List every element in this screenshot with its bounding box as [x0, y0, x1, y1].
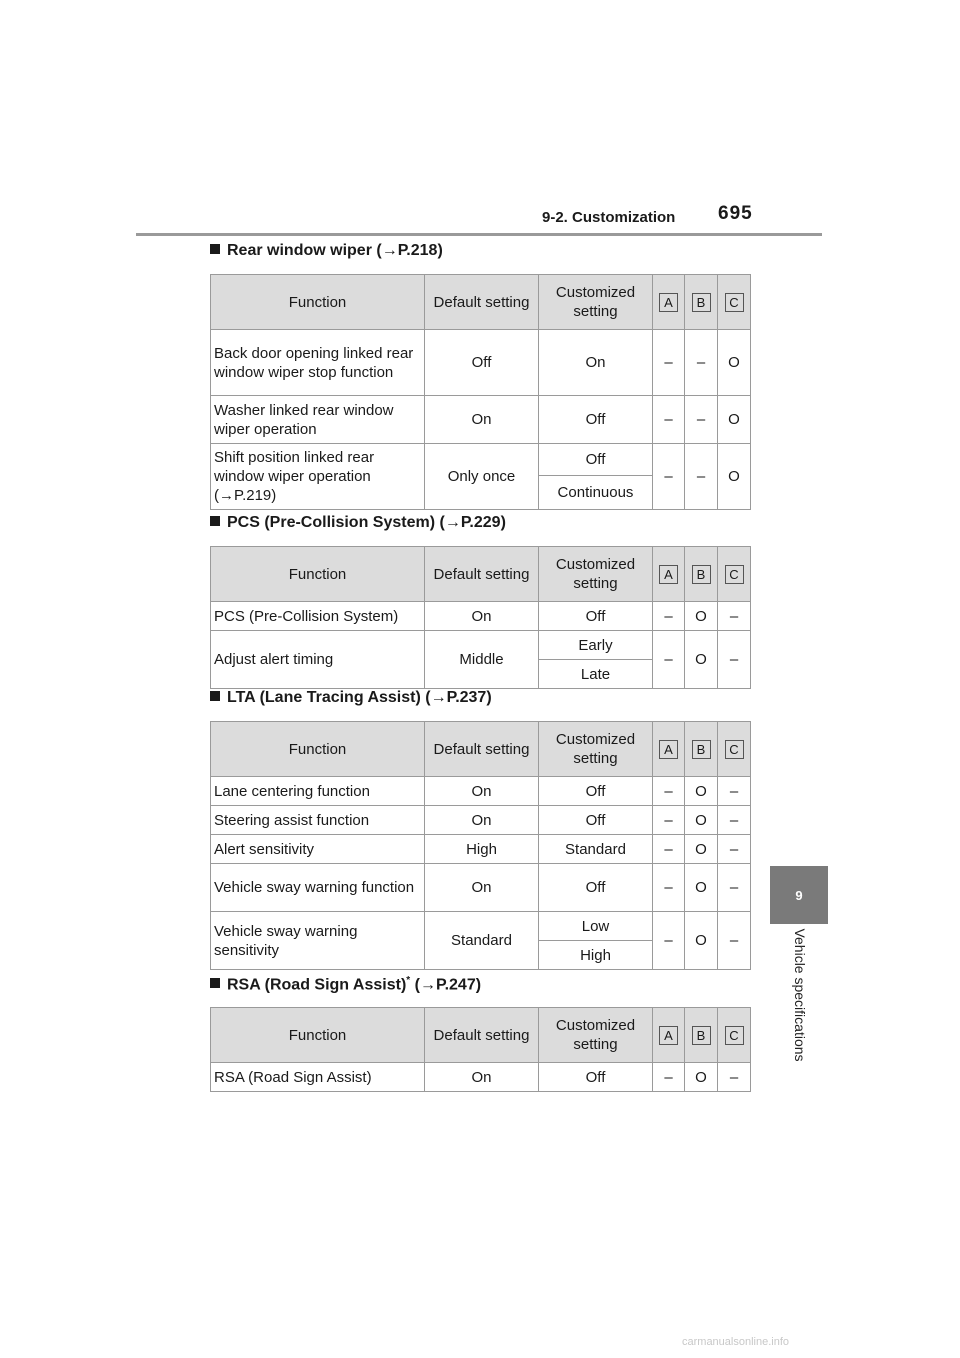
cell-c: –: [718, 806, 751, 835]
table-row: [211, 444, 751, 476]
cell-default: Only once: [425, 444, 539, 510]
cell-c: –: [718, 835, 751, 864]
cell-customized: Early: [539, 631, 653, 660]
cell-b: O: [685, 835, 718, 864]
table-header-row: [211, 1008, 751, 1063]
cell-c: –: [718, 864, 751, 912]
letter-c-box: C: [725, 293, 744, 312]
cell-b: –: [685, 330, 718, 396]
cell-default: High: [425, 835, 539, 864]
header-rule: [136, 233, 822, 236]
cell-customized: Continuous: [539, 476, 653, 510]
table-row: [211, 864, 751, 912]
cell-default: On: [425, 396, 539, 444]
cell-a: –: [653, 444, 685, 510]
table-rsa: [210, 1007, 751, 1092]
letter-a-box: A: [659, 565, 678, 584]
table-row: [211, 1063, 751, 1092]
section-heading-rear-wiper: [210, 242, 443, 260]
cell-b: –: [685, 444, 718, 510]
letter-c-box: C: [725, 740, 744, 759]
letter-b-box: B: [692, 293, 711, 312]
table-row: [211, 396, 751, 444]
cell-function: RSA (Road Sign Assist): [211, 1063, 425, 1092]
letter-a-box: A: [659, 293, 678, 312]
cell-default: Middle: [425, 631, 539, 689]
section-heading-rsa: [210, 975, 481, 994]
col-c: [718, 722, 751, 777]
cell-b: O: [685, 912, 718, 970]
col-default: Default setting: [425, 275, 539, 330]
col-a: [653, 547, 685, 602]
cell-customized: On: [539, 330, 653, 396]
cell-a: –: [653, 330, 685, 396]
letter-c-box: C: [725, 1026, 744, 1045]
watermark: carmanualsonline.info: [682, 1336, 790, 1348]
cell-c: –: [718, 777, 751, 806]
letter-a-box: A: [659, 740, 678, 759]
cell-a: –: [653, 777, 685, 806]
col-customized: Customized setting: [539, 275, 653, 330]
col-b: [685, 722, 718, 777]
chapter-tab: 9: [770, 866, 828, 924]
letter-b-box: B: [692, 565, 711, 584]
table-header-row: [211, 722, 751, 777]
section-title: Rear window wiper (→P.218): [227, 242, 443, 259]
col-a: [653, 1008, 685, 1063]
cell-b: –: [685, 396, 718, 444]
cell-customized: Off: [539, 864, 653, 912]
cell-function: Back door opening linked rear window wiper stop function: [211, 330, 425, 396]
cell-default: Off: [425, 330, 539, 396]
cell-function: PCS (Pre-Collision System): [211, 602, 425, 631]
table-row: [211, 806, 751, 835]
table-row: [211, 330, 751, 396]
letter-c-box: C: [725, 565, 744, 584]
cell-a: –: [653, 602, 685, 631]
cell-b: O: [685, 864, 718, 912]
section-heading-pcs: [210, 514, 506, 532]
col-customized: Customized setting: [539, 547, 653, 602]
cell-default: Standard: [425, 912, 539, 970]
col-c: [718, 1008, 751, 1063]
table-row: [211, 631, 751, 660]
col-function: Function: [211, 547, 425, 602]
cell-customized: Off: [539, 1063, 653, 1092]
cell-default: On: [425, 864, 539, 912]
cell-b: O: [685, 602, 718, 631]
table-pcs: [210, 546, 751, 689]
cell-default: On: [425, 1063, 539, 1092]
cell-customized: Off: [539, 602, 653, 631]
cell-customized: Off: [539, 444, 653, 476]
cell-function: Adjust alert timing: [211, 631, 425, 689]
cell-function: Vehicle sway warning sensitivity: [211, 912, 425, 970]
col-b: [685, 547, 718, 602]
letter-b-box: B: [692, 740, 711, 759]
cell-a: –: [653, 864, 685, 912]
col-a: [653, 275, 685, 330]
cell-customized: High: [539, 941, 653, 970]
col-function: Function: [211, 722, 425, 777]
cell-a: –: [653, 835, 685, 864]
cell-function: Washer linked rear window wiper operation: [211, 396, 425, 444]
section-title: LTA (Lane Tracing Assist) (→P.237): [227, 689, 492, 706]
header-section-title: 9-2. Customization: [542, 209, 676, 226]
cell-a: –: [653, 631, 685, 689]
cell-c: –: [718, 602, 751, 631]
col-default: Default setting: [425, 1008, 539, 1063]
cell-function: Shift position linked rear window wiper operation (→P.219): [211, 444, 425, 510]
table-header-row: [211, 275, 751, 330]
table-rear-wiper: [210, 274, 751, 510]
col-c: [718, 275, 751, 330]
col-customized: Customized setting: [539, 722, 653, 777]
table-header-row: [211, 547, 751, 602]
table-row: [211, 835, 751, 864]
col-customized: Customized setting: [539, 1008, 653, 1063]
col-a: [653, 722, 685, 777]
cell-default: On: [425, 602, 539, 631]
section-title: PCS (Pre-Collision System) (→P.229): [227, 514, 506, 531]
cell-b: O: [685, 777, 718, 806]
section-heading-lta: [210, 689, 492, 707]
cell-c: O: [718, 330, 751, 396]
col-c: [718, 547, 751, 602]
table-row: [211, 912, 751, 941]
cell-b: O: [685, 631, 718, 689]
cell-c: O: [718, 396, 751, 444]
cell-a: –: [653, 396, 685, 444]
col-b: [685, 1008, 718, 1063]
table-row: [211, 602, 751, 631]
col-function: Function: [211, 275, 425, 330]
cell-c: –: [718, 631, 751, 689]
cell-customized: Off: [539, 777, 653, 806]
col-default: Default setting: [425, 722, 539, 777]
letter-b-box: B: [692, 1026, 711, 1045]
cell-customized: Off: [539, 806, 653, 835]
col-b: [685, 275, 718, 330]
cell-default: On: [425, 777, 539, 806]
cell-c: –: [718, 912, 751, 970]
cell-customized: Standard: [539, 835, 653, 864]
square-bullet-icon: [210, 516, 220, 526]
table-lta: [210, 721, 751, 970]
square-bullet-icon: [210, 244, 220, 254]
table-row: [211, 777, 751, 806]
cell-b: O: [685, 1063, 718, 1092]
cell-customized: Low: [539, 912, 653, 941]
square-bullet-icon: [210, 691, 220, 701]
page-number: 695: [718, 203, 753, 224]
cell-c: –: [718, 1063, 751, 1092]
cell-function: Alert sensitivity: [211, 835, 425, 864]
footnote-mark: *: [406, 975, 411, 986]
cell-function: Vehicle sway warning function: [211, 864, 425, 912]
cell-a: –: [653, 806, 685, 835]
cell-function: Lane centering function: [211, 777, 425, 806]
cell-customized: Off: [539, 396, 653, 444]
section-title: RSA (Road Sign Assist): [227, 976, 407, 994]
square-bullet-icon: [210, 978, 220, 988]
cell-a: –: [653, 912, 685, 970]
cell-a: –: [653, 1063, 685, 1092]
cell-b: O: [685, 806, 718, 835]
cell-function: Steering assist function: [211, 806, 425, 835]
section-title-ref: (→P.247): [410, 976, 482, 994]
cell-default: On: [425, 806, 539, 835]
cell-c: O: [718, 444, 751, 510]
col-default: Default setting: [425, 547, 539, 602]
cell-customized: Late: [539, 660, 653, 689]
col-function: Function: [211, 1008, 425, 1063]
chapter-label: Vehicle specifications: [792, 928, 808, 1062]
letter-a-box: A: [659, 1026, 678, 1045]
